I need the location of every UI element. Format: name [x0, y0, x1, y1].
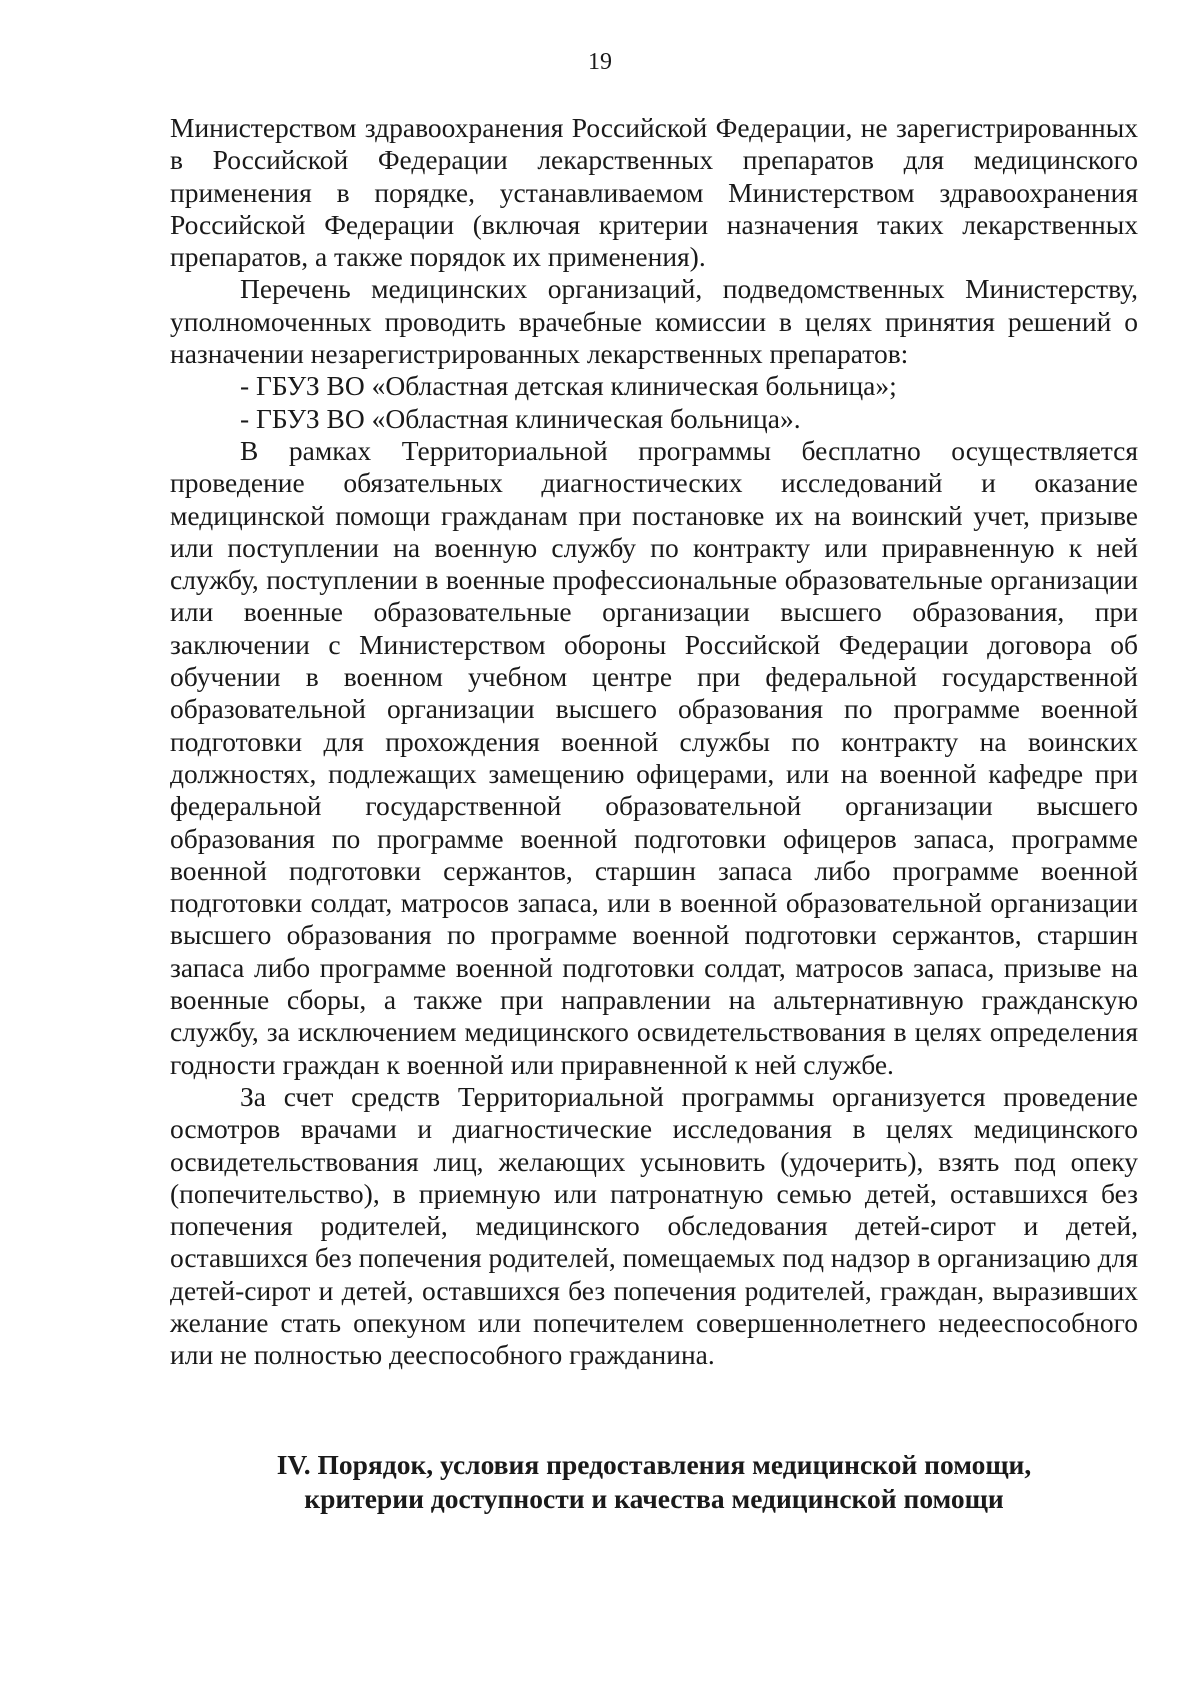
page-number: 19 [588, 49, 612, 75]
paragraph-guardianship-examinations: За счет средств Территориальной программы организуется проведение осмотров врачами и диагностические исследования в целях медицинского освидетельствования лиц, желающих усыновить (удочерить), взять под опеку (попечительство), в приемную или патронатную семью детей, оставшихся без попечения родителей, медицинского обследования детей-сирот и детей, оставшихся без попечения родителей, помещаемых под надзор в организацию для детей-сирот и детей, оставшихся без попечения родителей, граждан, выразивших желание стать опекуном или попечителем совершеннолетнего недееспособного или не полностью дееспособного гражданина. [170, 1080, 1138, 1371]
paragraph-military-examinations: В рамках Территориальной программы бесплатно осуществляется проведение обязательных диагностических исследований и оказание медицинской помощи гражданам при постановке их на воинский учет, призыве или поступлении на военную службу по контракту или приравненную к ней службу, поступлении в военные профессиональные образовательные организации или военные образовательные организации высшего образования, при заключении с Министерством обороны Российской Федерации договора об обучении в военном учебном центре при федеральной государственной образовательной организации высшего образования по программе военной подготовки для прохождения военной службы по контракту на воинских должностях, подлежащих замещению офицерами, или на военной кафедре при федеральной государственной образовательной организации высшего образования по программе военной подготовки офицеров запаса, программе военной подготовки сержантов, старшин запаса либо программе военной подготовки солдат, матросов запаса, или в военной образовательной организации высшего образования по программе военной подготовки сержантов, старшин запаса либо программе военной подготовки солдат, матросов запаса, призыве на военные сборы, а также при направлении на альтернативную гражданскую службу, за исключением медицинского освидетельствования в целях определения годности граждан к военной или приравненной к ней службе. [170, 434, 1138, 1080]
section-heading-line-2: критерии доступности и качества медицинской помощи [304, 1483, 1004, 1514]
list-item-regional-hospital: - ГБУЗ ВО «Областная клиническая больница». [240, 402, 801, 434]
section-heading-line-1: IV. Порядок, условия предоставления медицинской помощи, [276, 1449, 1032, 1480]
document-body [170, 112, 1138, 1372]
section-heading [170, 1448, 1138, 1516]
paragraph-organizations-list-intro: Перечень медицинских организаций, подведомственных Министерству, уполномоченных проводить врачебные комиссии в целях принятия решений о назначении незарегистрированных лекарственных препаратов: [170, 273, 1138, 370]
list-item-childrens-hospital: - ГБУЗ ВО «Областная детская клиническая больница»; [240, 370, 897, 402]
paragraph-continuation: Министерством здравоохранения Российской Федерации, не зарегистрированных в Российской Федерации лекарственных препаратов для медицинского применения в порядке, устанавливаемом Министерством здравоохранения Российской Федерации (включая критерии назначения таких лекарственных препаратов, а также порядок их применения). [170, 112, 1138, 273]
